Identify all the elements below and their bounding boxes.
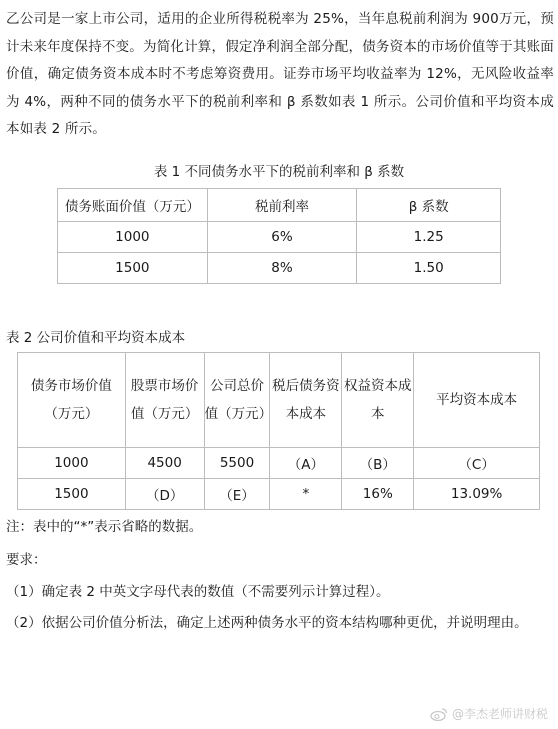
table2-cell: （D） bbox=[125, 479, 204, 510]
table2-header-row bbox=[18, 353, 540, 448]
table2-header-cell: 股票市场价值（万元） bbox=[125, 353, 204, 448]
table2-caption: 表 2 公司价值和平均资本成本 bbox=[6, 330, 186, 346]
table2-cell: （C） bbox=[414, 448, 540, 479]
table2-cell: 1000 bbox=[18, 448, 126, 479]
table1-cell: 6% bbox=[207, 222, 357, 253]
table1-cell: 8% bbox=[207, 253, 357, 284]
table2-header-cell: 权益资本成本 bbox=[342, 353, 414, 448]
problem-intro: 乙公司是一家上市公司，适用的企业所得税税率为 25%，当年息税前利润为 900万元，预计未来年度保持不变。为简化计算，假定净利润全部分配，债务资本的市场价值等于其账面价值，确定债务资本成本时不考虑筹资费用。证券市场平均收益率为 12%，无风险收益率为 4%，两种不同的债务水平下的税前利率和 β 系数如表 1 所示。公司价值和平均资本成本如表 2 所示。 bbox=[6, 11, 554, 137]
table1-header-row bbox=[58, 189, 501, 222]
question-2: （2）依据公司价值分析法，确定上述两种债务水平的资本结构哪种更优，并说明理由。 bbox=[6, 615, 528, 631]
table1-cell: 1.50 bbox=[357, 253, 501, 284]
table1-cell: 1.25 bbox=[357, 222, 501, 253]
table2-cell: （B） bbox=[342, 448, 414, 479]
table-note: 注：表中的“*”表示省略的数据。 bbox=[6, 519, 203, 535]
table2-cell: （E） bbox=[204, 479, 270, 510]
table2-cell: 13.09% bbox=[414, 479, 540, 510]
table2 bbox=[17, 352, 540, 510]
table2-cell: 16% bbox=[342, 479, 414, 510]
table1-header-cell: β 系数 bbox=[357, 189, 501, 222]
table2-cell: （A） bbox=[270, 448, 342, 479]
weibo-icon bbox=[430, 707, 448, 721]
question-1: （1）确定表 2 中英文字母代表的数值（不需要列示计算过程）。 bbox=[6, 584, 390, 600]
table-row bbox=[18, 479, 540, 510]
table2-cell: 1500 bbox=[18, 479, 126, 510]
table2-cell: * bbox=[270, 479, 342, 510]
watermark-text: @李杰老师讲财税 bbox=[451, 707, 548, 721]
table2-cell: 5500 bbox=[204, 448, 270, 479]
table1-caption: 表 1 不同债务水平下的税前利率和 β 系数 bbox=[153, 164, 405, 180]
table1 bbox=[57, 188, 501, 284]
table1-cell: 1500 bbox=[58, 253, 208, 284]
requirement-label: 要求： bbox=[6, 552, 47, 568]
table1-cell: 1000 bbox=[58, 222, 208, 253]
table-row bbox=[58, 253, 501, 284]
table-row bbox=[18, 448, 540, 479]
table1-header-cell: 税前利率 bbox=[207, 189, 357, 222]
table-row bbox=[58, 222, 501, 253]
table2-header-cell: 税后债务资本成本 bbox=[270, 353, 342, 448]
table1-header-cell: 债务账面价值（万元） bbox=[58, 189, 208, 222]
table2-cell: 4500 bbox=[125, 448, 204, 479]
table2-header-cell: 债务市场价值（万元） bbox=[18, 353, 126, 448]
table2-header-cell: 公司总价值（万元） bbox=[204, 353, 270, 448]
watermark bbox=[430, 706, 548, 722]
table2-header-cell: 平均资本成本 bbox=[414, 353, 540, 448]
